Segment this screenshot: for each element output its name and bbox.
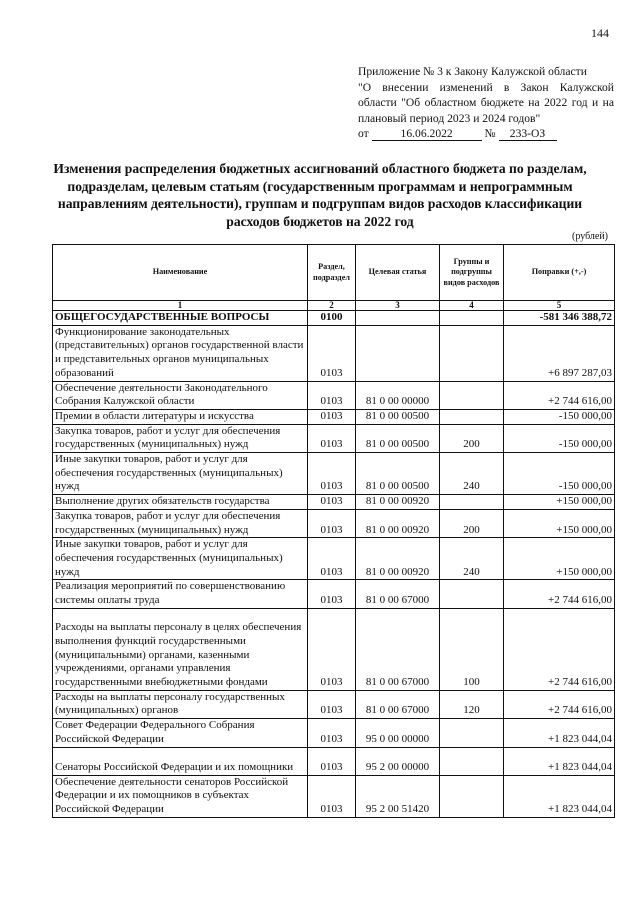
row-target: 81 0 00 00500 bbox=[356, 424, 440, 452]
row-amount: +6 897 287,03 bbox=[504, 325, 615, 381]
row-group: 100 bbox=[440, 608, 504, 690]
table-row bbox=[53, 509, 615, 537]
row-group bbox=[440, 381, 504, 409]
row-target: 95 2 00 51420 bbox=[356, 775, 440, 817]
row-name: Совет Федерации Федерального Собрания Российской Федерации bbox=[53, 719, 308, 747]
row-group: 200 bbox=[440, 509, 504, 537]
row-group: 120 bbox=[440, 690, 504, 718]
row-target: 95 2 00 00000 bbox=[356, 747, 440, 775]
law-date: 16.06.2022 bbox=[372, 127, 482, 141]
row-section: 0103 bbox=[308, 453, 356, 495]
row-section: 0103 bbox=[308, 409, 356, 424]
table-body bbox=[53, 311, 615, 818]
row-amount: +2 744 616,00 bbox=[504, 580, 615, 608]
row-amount: +1 823 044,04 bbox=[504, 747, 615, 775]
row-target bbox=[356, 325, 440, 381]
table-row bbox=[53, 325, 615, 381]
column-number: 4 bbox=[440, 301, 504, 311]
row-target: 81 0 00 00500 bbox=[356, 453, 440, 495]
row-section: 0103 bbox=[308, 495, 356, 510]
row-amount: +1 823 044,04 bbox=[504, 719, 615, 747]
row-amount: +150 000,00 bbox=[504, 509, 615, 537]
column-number: 2 bbox=[308, 301, 356, 311]
table-row bbox=[53, 580, 615, 608]
row-target: 95 0 00 00000 bbox=[356, 719, 440, 747]
row-name: Расходы на выплаты персоналу государственных (муниципальных) органов bbox=[53, 690, 308, 718]
row-group bbox=[440, 325, 504, 381]
table-row bbox=[53, 409, 615, 424]
row-name: Сенаторы Российской Федерации и их помощники bbox=[53, 747, 308, 775]
table-row bbox=[53, 608, 615, 690]
table-row bbox=[53, 453, 615, 495]
column-number: 3 bbox=[356, 301, 440, 311]
row-amount: -150 000,00 bbox=[504, 453, 615, 495]
row-name: Обеспечение деятельности сенаторов Российской Федерации и их помощников в субъектах Российской Федерации bbox=[53, 775, 308, 817]
column-number: 5 bbox=[504, 301, 615, 311]
header-groups: Группы и подгруппы видов расходов bbox=[440, 245, 504, 301]
row-group: 200 bbox=[440, 424, 504, 452]
header-target: Целевая статья bbox=[356, 245, 440, 301]
row-group bbox=[440, 719, 504, 747]
table-row bbox=[53, 495, 615, 510]
row-group bbox=[440, 747, 504, 775]
row-section: 0103 bbox=[308, 580, 356, 608]
row-section: 0100 bbox=[308, 311, 356, 326]
row-name: Иные закупки товаров, работ и услуг для обеспечения государственных (муниципальных) нужд bbox=[53, 453, 308, 495]
row-name: Обеспечение деятельности Законодательного Собрания Калужской области bbox=[53, 381, 308, 409]
table-row bbox=[53, 424, 615, 452]
page-number: 144 bbox=[591, 26, 609, 40]
row-group bbox=[440, 775, 504, 817]
row-amount: +2 744 616,00 bbox=[504, 690, 615, 718]
units-label: (рублей) bbox=[572, 231, 609, 242]
row-section: 0103 bbox=[308, 719, 356, 747]
table-row bbox=[53, 719, 615, 747]
row-section: 0103 bbox=[308, 775, 356, 817]
row-group: 240 bbox=[440, 538, 504, 580]
row-amount: +2 744 616,00 bbox=[504, 608, 615, 690]
row-group: 240 bbox=[440, 453, 504, 495]
row-name: Закупка товаров, работ и услуг для обеспечения государственных (муниципальных) нужд bbox=[53, 424, 308, 452]
row-name: Выполнение других обязательств государства bbox=[53, 495, 308, 510]
row-target: 81 0 00 67000 bbox=[356, 690, 440, 718]
row-name: Премии в области литературы и искусства bbox=[53, 409, 308, 424]
row-amount: -150 000,00 bbox=[504, 409, 615, 424]
row-target: 81 0 00 67000 bbox=[356, 580, 440, 608]
header-amount: Поправки (+,-) bbox=[504, 245, 615, 301]
row-amount: +1 823 044,04 bbox=[504, 775, 615, 817]
table-row bbox=[53, 538, 615, 580]
appendix-line-1: Приложение № 3 к Закону Калужской области bbox=[358, 65, 587, 78]
row-section: 0103 bbox=[308, 325, 356, 381]
table-row bbox=[53, 747, 615, 775]
row-section: 0103 bbox=[308, 538, 356, 580]
row-target: 81 0 00 00920 bbox=[356, 495, 440, 510]
row-amount: +2 744 616,00 bbox=[504, 381, 615, 409]
row-target: 81 0 00 00500 bbox=[356, 409, 440, 424]
header-section: Раздел, подраздел bbox=[308, 245, 356, 301]
appendix-law-name: "О внесении изменений в Закон Калужской области "Об областном бюджете на 2022 год и на плановый период 2023 и 2024 годов" bbox=[358, 80, 614, 125]
row-amount: -150 000,00 bbox=[504, 424, 615, 452]
number-prefix: № bbox=[484, 127, 496, 140]
law-number: 233-ОЗ bbox=[499, 127, 557, 141]
row-name: Расходы на выплаты персоналу в целях обеспечения выполнения функций государственными (муниципальными) органами, казенными учреждениями, органами управления государственными внебюджетными фондами bbox=[53, 608, 308, 690]
table-row bbox=[53, 690, 615, 718]
row-target: 81 0 00 00000 bbox=[356, 381, 440, 409]
row-amount: +150 000,00 bbox=[504, 495, 615, 510]
row-group bbox=[440, 495, 504, 510]
row-name: ОБЩЕГОСУДАРСТВЕННЫЕ ВОПРОСЫ bbox=[53, 311, 308, 326]
row-name: Закупка товаров, работ и услуг для обеспечения государственных (муниципальных) нужд bbox=[53, 509, 308, 537]
table-row bbox=[53, 775, 615, 817]
row-section: 0103 bbox=[308, 424, 356, 452]
header-name: Наименование bbox=[53, 245, 308, 301]
row-target bbox=[356, 311, 440, 326]
budget-table bbox=[52, 244, 615, 818]
row-target: 81 0 00 67000 bbox=[356, 608, 440, 690]
row-target: 81 0 00 00920 bbox=[356, 538, 440, 580]
document-title: Изменения распределения бюджетных ассигнований областного бюджета по разделам, подразделам, целевым статьям (государственным программам и непрограммным направлениям деятельности), группам и подгруппам видов расходов классификации расходов бюджетов на 2022 год bbox=[53, 161, 587, 229]
row-section: 0103 bbox=[308, 608, 356, 690]
row-section: 0103 bbox=[308, 381, 356, 409]
row-name: Реализация мероприятий по совершенствованию системы оплаты труда bbox=[53, 580, 308, 608]
row-section: 0103 bbox=[308, 509, 356, 537]
row-amount: -581 346 388,72 bbox=[504, 311, 615, 326]
row-amount: +150 000,00 bbox=[504, 538, 615, 580]
row-group bbox=[440, 580, 504, 608]
row-section: 0103 bbox=[308, 747, 356, 775]
appendix-header bbox=[358, 64, 614, 142]
row-name: Иные закупки товаров, работ и услуг для обеспечения государственных (муниципальных) нужд bbox=[53, 538, 308, 580]
date-prefix: от bbox=[358, 127, 369, 140]
table-row bbox=[53, 311, 615, 326]
row-group bbox=[440, 409, 504, 424]
column-number: 1 bbox=[53, 301, 308, 311]
row-name: Функционирование законодательных (представительных) органов государственной власти и представительных органов муниципальных образований bbox=[53, 325, 308, 381]
row-section: 0103 bbox=[308, 690, 356, 718]
table-row bbox=[53, 381, 615, 409]
row-group bbox=[440, 311, 504, 326]
row-target: 81 0 00 00920 bbox=[356, 509, 440, 537]
appendix-date-line bbox=[358, 126, 614, 142]
